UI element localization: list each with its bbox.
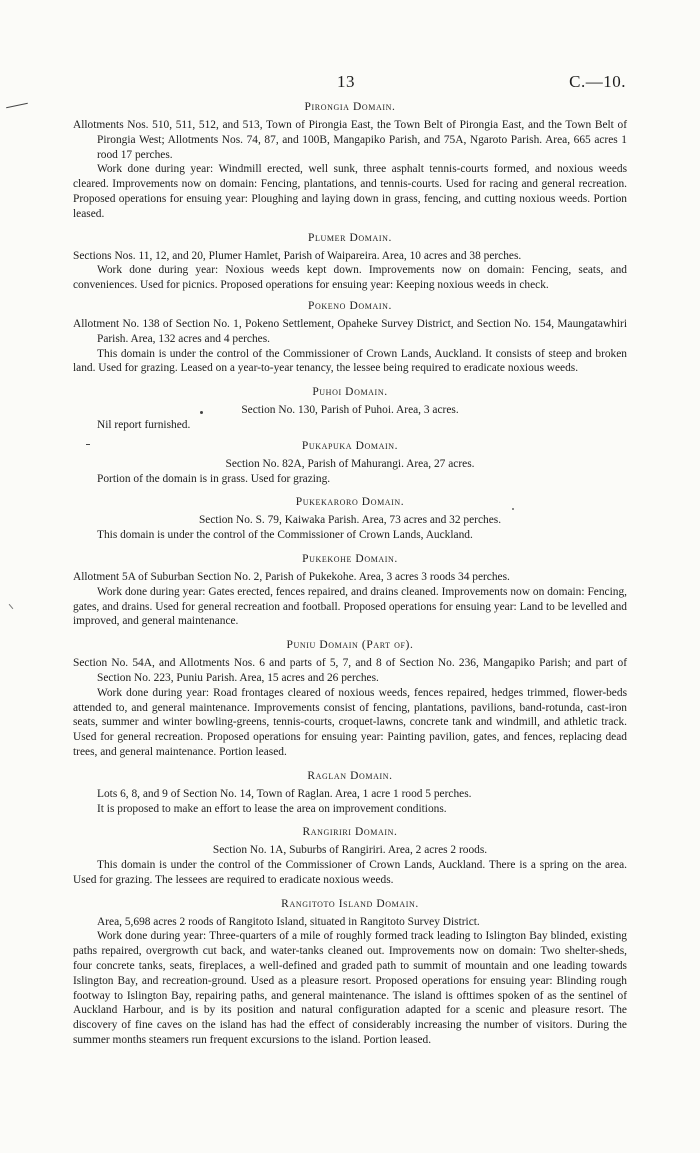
section-plumer: [73, 231, 627, 293]
land-description: Section No. S. 79, Kaiwaka Parish. Area, 73 acres and 32 perches.: [198, 514, 502, 527]
section-heading: Raglan Domain.: [307, 769, 393, 782]
land-description: Section No. 82A, Parish of Mahurangi. Area, 27 acres.: [225, 457, 475, 470]
section-pukekohe: [73, 552, 627, 629]
document-code: C.—10.: [569, 72, 626, 91]
land-description: Lots 6, 8, and 9 of Section No. 14, Town of Raglan. Area, 1 acre 1 rood 5 perches.: [97, 787, 472, 800]
report-paragraph: This domain is under the control of the Commissioner of Crown Lands, Auckland. There is a spring on the area. Used for grazing. The lessees are required to eradicate noxious weeds.: [73, 859, 627, 886]
land-description: Area, 5,698 acres 2 roods of Rangitoto Island, situated in Rangitoto Survey District.: [97, 915, 480, 928]
section-heading: Pirongia Domain.: [304, 101, 396, 113]
land-description: Allotments Nos. 510, 511, 512, and 513, Town of Pirongia East, the Town Belt of Pirongia East, and the Town Belt of Pirongia West; Allotments Nos. 74, 87, and 100B, Mangapiko Parish, and 75A, Ngaroto Parish. Area, 665 acres 1 rood 17 perches.: [73, 119, 627, 161]
section-heading: Pukekaroro Domain.: [295, 496, 405, 509]
land-description: Allotment 5A of Suburban Section No. 2, Parish of Pukekohe. Area, 3 acres 3 roods 34 perches.: [73, 570, 510, 583]
section-heading: Pukapuka Domain.: [301, 439, 399, 452]
land-description: Section No. 54A, and Allotments Nos. 6 and parts of 5, 7, and 8 of Section No. 236, Mangapiko Parish; and part of Section No. 223, Puniu Parish. Area, 15 acres and 26 perches.: [73, 657, 627, 684]
section-pirongia: [73, 100, 627, 222]
page-body: [73, 100, 627, 1048]
report-paragraph: Portion of the domain is in grass. Used for grazing.: [97, 472, 331, 485]
report-paragraph: Work done during year: Road frontages cleared of noxious weeds, fences repaired, hedges trimmed, flower-beds attended to, and general maintenance. Improvements consist of fencing, plantations, pavilions, band-rotunda, cast-iron seats, summer and winter bowling-greens, tennis-courts, croquet-lawns, concrete tank and windmill, and athletic track. Used for general recreation. Proposed operations for ensuing year: Painting pavilion, gates, and fences, replacing dead trees, and general maintenance. Portion leased.: [73, 686, 627, 758]
section-heading: Puhoi Domain.: [312, 386, 388, 399]
section-pukapuka: [73, 439, 627, 487]
land-description: Allotment No. 138 of Section No. 1, Pokeno Settlement, Opaheke Survey District, and Section No. 154, Maungatawhiri Parish. Area, 132 acres and 4 perches.: [73, 317, 627, 345]
section-rangitoto: [73, 897, 627, 1048]
land-description: Section No. 1A, Suburbs of Rangiriri. Area, 2 acres 2 roods.: [212, 844, 488, 857]
section-heading: Puniu Domain (Part of).: [286, 639, 414, 652]
margin-pen-mark: [6, 103, 28, 109]
margin-speck: [9, 604, 14, 609]
section-heading: Rangiriri Domain.: [302, 826, 398, 839]
section-pokeno: [73, 299, 627, 376]
report-paragraph: It is proposed to make an effort to lease the area on improvement conditions.: [97, 802, 447, 815]
section-puhoi: [73, 385, 627, 433]
report-paragraph: Nil report furnished.: [97, 418, 191, 431]
report-paragraph: This domain is under the control of the Commissioner of Crown Lands, Auckland.: [97, 529, 473, 542]
report-paragraph: This domain is under the control of the Commissioner of Crown Lands, Auckland. It consists of steep and broken land. Used for grazing. Leased on a year-to-year tenancy, the lessee being required to eradicate noxious weeds.: [73, 347, 627, 375]
section-rangiriri: [73, 825, 627, 887]
section-heading: Plumer Domain.: [308, 231, 392, 244]
section-puniu: [73, 638, 627, 760]
section-raglan: [73, 769, 627, 817]
report-paragraph: Work done during year: Three-quarters of a mile of roughly formed track leading to Islington Bay blinded, existing paths repaired, overgrowth cut back, and water-tanks cleaned out. Improvements now on domain: Two shelter-sheds, four concrete tanks, seats, fireplaces, a well-defined and graded path to summit of mountain and one leading towards Islington Bay, and recreation-ground. Used as a pleasure resort. Proposed operations for ensuing year: Blinding rough footway to Islington Bay, repairing paths, and general maintenance. The island is ofttimes spoken of as the sentinel of Auckland Harbour, and is by its position and natural configuration adapted for a scenic and pleasure resort. The discovery of fine caves on the island has had the effect of considerably increasing the number of visitors. During the summer months steamers run frequent excursions to the island. Portion leased.: [73, 930, 627, 1047]
section-heading: Rangitoto Island Domain.: [281, 897, 419, 910]
report-paragraph: Work done during year: Windmill erected, well sunk, three asphalt tennis-courts formed, and noxious weeds cleared. Improvements now on domain: Fencing, plantations, and tennis-courts. Used for racing and general recreation. Proposed operations for ensuing year: Ploughing and laying down in grass, fencing, and cutting noxious weeds. Portion leased.: [73, 163, 627, 220]
page-number: 13: [337, 72, 355, 91]
land-description: Section No. 130, Parish of Puhoi. Area, 3 acres.: [241, 404, 459, 417]
report-paragraph: Work done during year: Noxious weeds kept down. Improvements now on domain: Fencing, seats, and conveniences. Used for picnics. Proposed operations for ensuing year: Keeping noxious weeds in check.: [73, 264, 627, 292]
land-description: Sections Nos. 11, 12, and 20, Plumer Hamlet, Parish of Waipareira. Area, 10 acres and 38 perches.: [73, 249, 522, 262]
section-heading: Pokeno Domain.: [308, 299, 392, 312]
section-heading: Pukekohe Domain.: [302, 552, 398, 565]
section-pukekaroro: [73, 495, 627, 543]
report-paragraph: Work done during year: Gates erected, fences repaired, and drains cleaned. Improvements now on domain: Fencing, gates, and drains. Used for general recreation and football. Proposed operations for ensuing year: Land to be levelled and improved, and general maintenance.: [73, 585, 627, 628]
